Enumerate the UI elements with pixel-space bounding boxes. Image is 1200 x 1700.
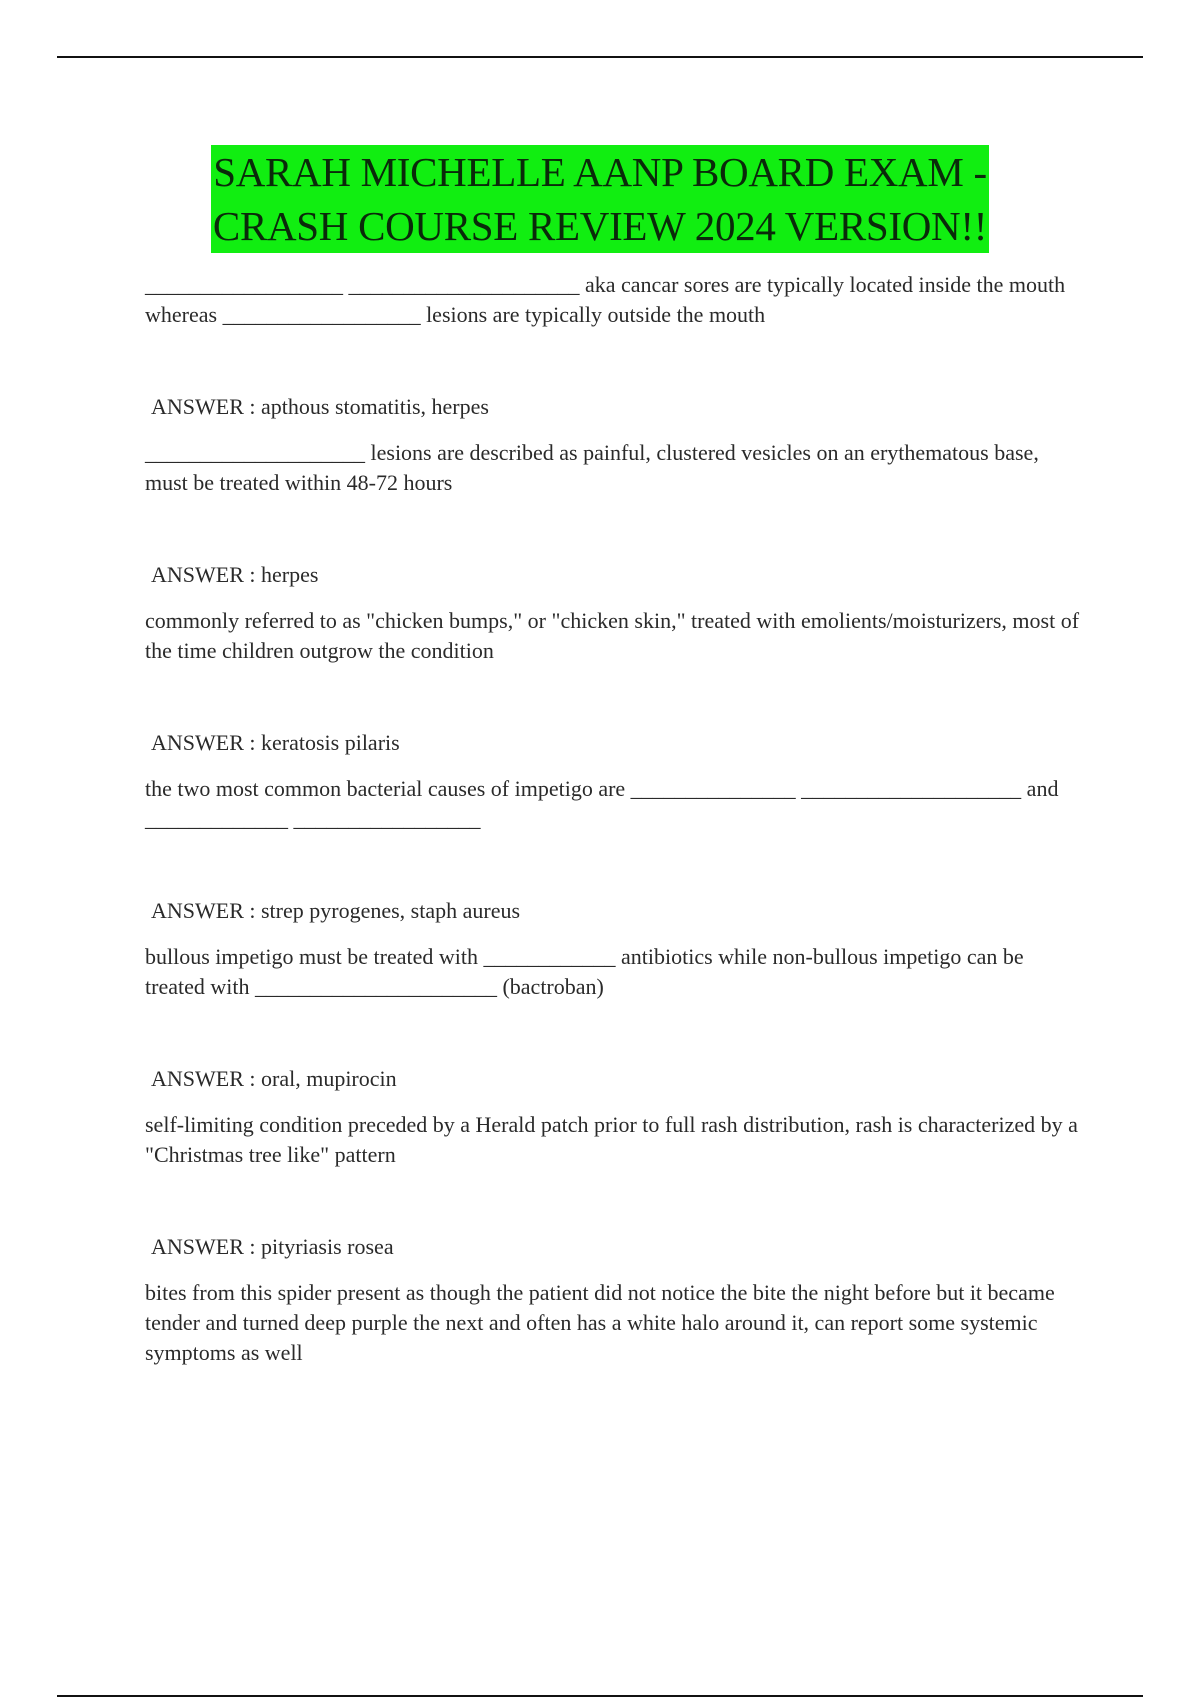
question-3: commonly referred to as "chicken bumps," or "chicken skin," treated with emolients/moisturizers, most of the time children outgrow the condition — [145, 608, 1080, 663]
answer-6: ANSWER : pityriasis rosea — [151, 1234, 394, 1259]
answer-5: ANSWER : oral, mupirocin — [151, 1066, 397, 1091]
question-5: bullous impetigo must be treated with ____________ antibiotics while non-bullous impetigo can be treated with ______________________ (bactroban) — [145, 944, 1024, 999]
answer-2: ANSWER : herpes — [151, 562, 319, 587]
answer-1: ANSWER : apthous stomatitis, herpes — [151, 394, 489, 419]
question-1: __________________ _____________________ aka cancar sores are typically located inside the mouth whereas __________________ lesions are typically outside the mouth — [145, 272, 1066, 327]
answer-3: ANSWER : keratosis pilaris — [151, 730, 400, 755]
title-line-1: SARAH MICHELLE AANP BOARD EXAM - — [211, 145, 989, 199]
bottom-rule — [57, 1695, 1143, 1697]
question-4: the two most common bacterial causes of impetigo are _______________ ____________________ and _____________ _________________ — [145, 776, 1059, 831]
title-line-2: CRASH COURSE REVIEW 2024 VERSION!! — [211, 199, 989, 253]
question-7: bites from this spider present as though the patient did not notice the bite the night before but it became tender and turned deep purple the next and often has a white halo around it, can report some systemic symptoms as well — [145, 1280, 1055, 1365]
question-6: self-limiting condition preceded by a Herald patch prior to full rash distribution, rash is characterized by a "Christmas tree like" pattern — [145, 1112, 1078, 1167]
answer-4: ANSWER : strep pyrogenes, staph aureus — [151, 898, 521, 923]
top-rule — [57, 56, 1143, 58]
question-2: ____________________ lesions are described as painful, clustered vesicles on an erythematous base, must be treated within 48-72 hours — [145, 440, 1039, 495]
document-title — [0, 145, 1200, 253]
qa-list — [145, 270, 1085, 1368]
